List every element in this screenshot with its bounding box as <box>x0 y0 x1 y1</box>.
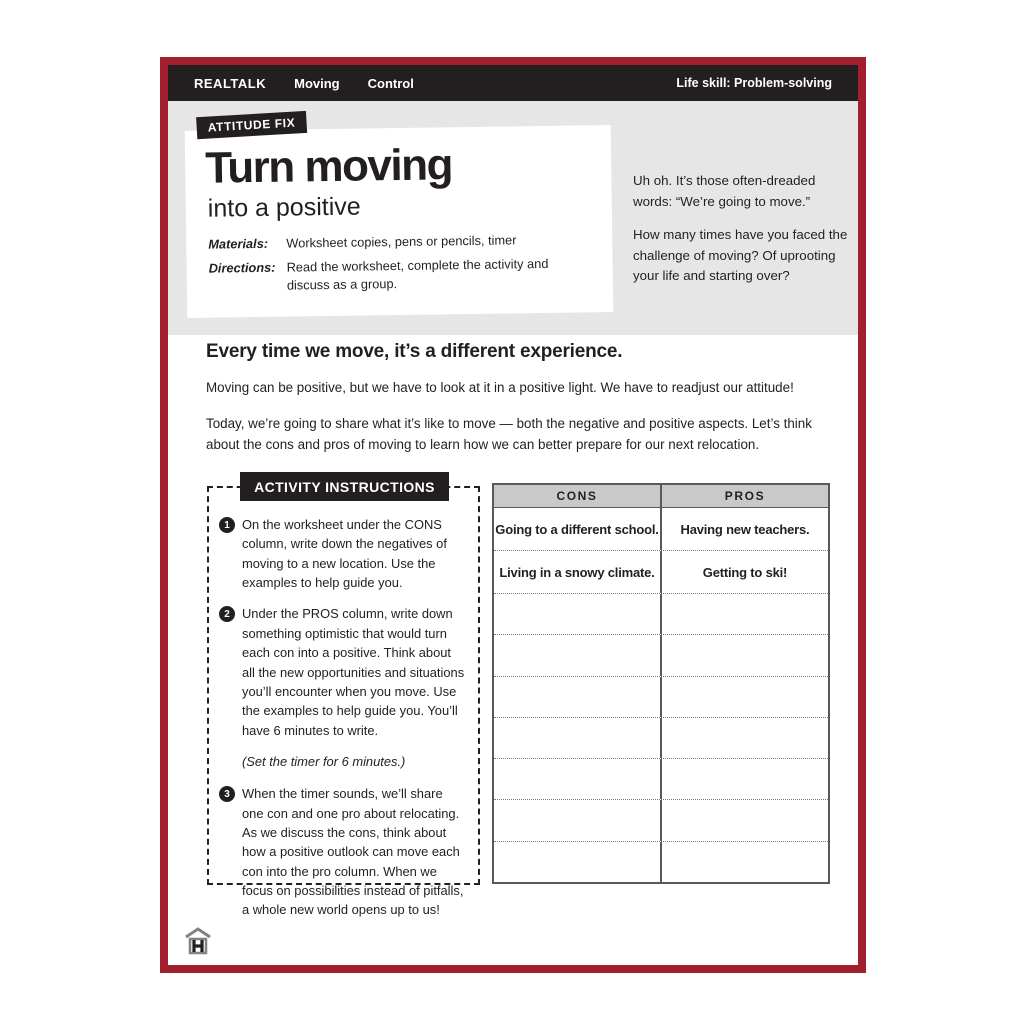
nav-item-control: Control <box>367 75 414 91</box>
table-row <box>494 759 828 800</box>
activity-step-3 <box>219 784 466 920</box>
materials-row <box>208 230 612 254</box>
page-inner <box>168 65 858 965</box>
blank-con-cell <box>494 842 662 882</box>
intro-paragraph-1: Moving can be positive, but we have to look at it in a positive light. We have to readjust our attitude! <box>206 380 794 395</box>
life-skill-label: Life skill: Problem-solving <box>676 76 832 90</box>
top-bar <box>168 65 858 101</box>
table-row <box>494 800 828 841</box>
example-con-cell: Going to a different school. <box>494 508 662 550</box>
materials-label: Materials: <box>208 235 269 252</box>
step-text: When the timer sounds, we’ll share one con and one pro about relocating. As we discuss the cons, think about how a positive outlook can move each con into the pro column. When we focus on possibilities instead of pitfalls, a whole new world opens up to us! <box>242 786 464 918</box>
example-pro-cell: Getting to ski! <box>702 564 788 580</box>
step-text: Under the PROS column, write down something optimistic that would turn each con into a positive. Think about all the new opportunities and situations you’ll encounter when you move. Use the examples to help guide you. You’ll have 6 minutes to write. <box>242 606 465 738</box>
table-row <box>494 635 828 676</box>
blank-pro-cell <box>662 718 828 758</box>
blank-pro-cell <box>662 594 828 634</box>
brand-realtalk: REALTALK <box>194 75 267 91</box>
blank-con-cell <box>494 759 662 799</box>
cons-pros-table <box>492 483 830 884</box>
activity-instructions-box <box>207 478 480 918</box>
step-number-badge: 1 <box>219 517 235 533</box>
blank-pro-cell <box>662 759 828 799</box>
table-row <box>494 842 828 882</box>
example-pro-cell: Having new teachers. <box>680 521 810 537</box>
blank-con-cell <box>494 635 662 675</box>
table-row <box>494 508 828 551</box>
blank-pro-cell <box>662 800 828 840</box>
blank-pro-cell <box>662 677 828 717</box>
house-logo-icon <box>183 927 213 956</box>
page-frame <box>160 57 866 973</box>
blank-pro-cell <box>662 635 828 675</box>
page-title: Turn moving <box>204 140 453 193</box>
step-number-badge: 2 <box>219 606 235 622</box>
materials-directions <box>208 230 613 296</box>
table-row <box>494 551 828 594</box>
materials-value: Worksheet copies, pens or pencils, timer <box>286 232 517 251</box>
blank-pro-cell <box>662 842 828 882</box>
nav-item-moving: Moving <box>294 75 340 91</box>
blank-con-cell <box>494 677 662 717</box>
page-subtitle: into a positive <box>207 192 361 223</box>
table-row <box>494 677 828 718</box>
activity-step-1 <box>219 515 466 592</box>
hero-band <box>168 101 858 335</box>
directions-row <box>209 254 613 297</box>
blank-con-cell <box>494 718 662 758</box>
directions-value: Read the worksheet, complete the activity and discuss as a group. <box>286 255 549 293</box>
intro-heading: Every time we move, it’s a different experience. <box>206 341 623 362</box>
aside-paragraph-1: Uh oh. It’s those often-dreaded words: “We’re going to move.” <box>633 173 816 209</box>
table-row <box>494 718 828 759</box>
activity-steps <box>209 488 478 920</box>
hero-card <box>185 115 614 318</box>
step-text: On the worksheet under the CONS column, write down the negatives of moving to a new location. Use the examples to help guide you. <box>242 517 447 591</box>
pros-column-header: PROS <box>724 489 766 503</box>
step-number-badge: 3 <box>219 786 235 802</box>
intro-paragraph-2: Today, we’re going to share what it’s like to move — both the negative and positive aspects. Let’s think about the cons and pros of moving to learn how we can better prepare for our next relocation. <box>206 415 812 452</box>
intro-section <box>206 341 838 455</box>
table-row <box>494 594 828 635</box>
directions-label: Directions: <box>208 259 276 276</box>
hero-aside <box>633 171 849 300</box>
timer-note: (Set the timer for 6 minutes.) <box>242 753 406 769</box>
attitude-fix-badge: ATTITUDE FIX <box>196 111 307 139</box>
cons-column-header: CONS <box>494 485 662 507</box>
activity-instructions-header: ACTIVITY INSTRUCTIONS <box>240 472 449 501</box>
activity-step-2 <box>219 604 466 740</box>
table-header-row <box>494 485 828 508</box>
blank-con-cell <box>494 800 662 840</box>
aside-paragraph-2: How many times have you faced the challenge of moving? Of uprooting your life and starting over? <box>633 227 848 284</box>
blank-con-cell <box>494 594 662 634</box>
example-con-cell: Living in a snowy climate. <box>494 551 662 593</box>
